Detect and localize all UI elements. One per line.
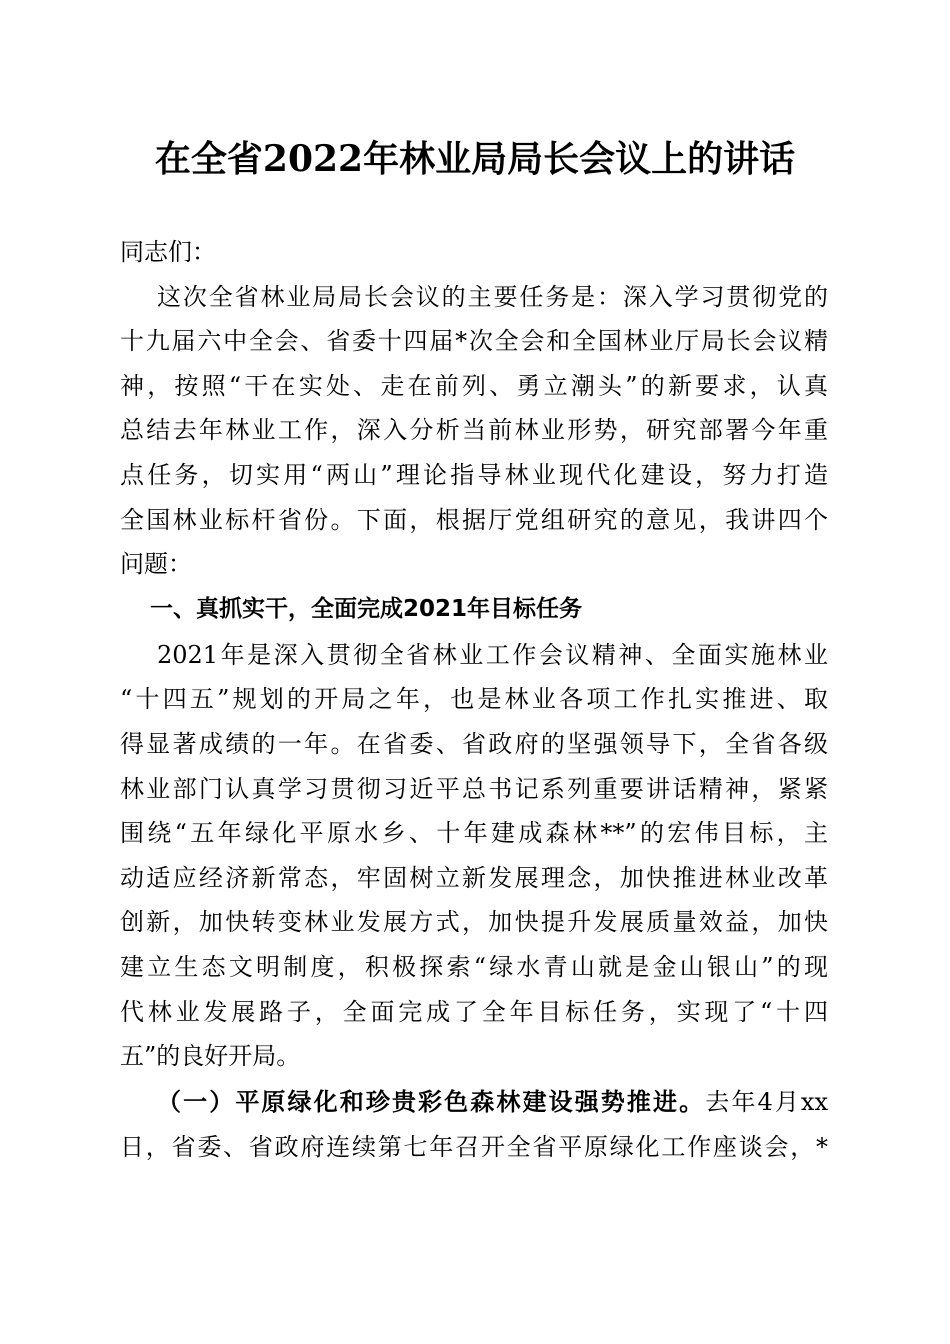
subsection-1-line-1 <box>120 1080 828 1125</box>
intro-line-1: 这次全省林业局局长会议的主要任务是：深入学习贯彻党的 <box>157 282 828 311</box>
document-title: 在全省2022年林业局局长会议上的讲话 <box>154 138 796 180</box>
intro-line-7: 问题： <box>120 550 192 579</box>
section-1-line-4: 林业部门认真学习贯彻习近平总书记系列重要讲话精神，紧紧 <box>120 774 828 803</box>
document-body <box>120 230 828 1169</box>
paragraph-subsection-1 <box>120 1080 828 1169</box>
section-1-line-1: 2021年是深入贯彻全省林业工作会议精神、全面实施林业 <box>157 640 828 669</box>
section-1-line-10: 五”的良好开局。 <box>120 1042 301 1071</box>
section-1-line-7: 创新，加快转变林业发展方式，加快提升发展质量效益，加快 <box>120 908 828 937</box>
intro-line-5: 点任务，切实用“两山”理论指导林业现代化建设，努力打造 <box>120 460 828 489</box>
section-1-line-6: 动适应经济新常态，牢固树立新发展理念，加快推进林业改革 <box>120 863 828 892</box>
subsection-1-heading: （一）平原绿化和珍贵彩色森林建设强势推进。 <box>157 1087 706 1117</box>
salutation: 同志们： <box>120 238 216 266</box>
subsection-1-line-2: 日，省委、省政府连续第七年召开全省平原绿化工作座谈会，* <box>120 1132 828 1161</box>
subsection-1-line-1-rest: 去年4月xx <box>705 1088 828 1117</box>
section-1-line-3: 得显著成绩的一年。在省委、省政府的坚强领导下，全省各级 <box>120 730 828 759</box>
intro-line-2: 十九届六中全会、省委十四届*次全会和全国林业厅局长会议精 <box>120 327 828 356</box>
section-1-line-9: 代林业发展路子，全面完成了全年目标任务，实现了“十四 <box>120 997 828 1026</box>
section-1-line-8: 建立生态文明制度，积极探索“绿水青山就是金山银山”的现 <box>120 953 828 981</box>
intro-line-6: 全国林业标杆省份。下面，根据厅党组研究的意见，我讲四个 <box>120 505 828 534</box>
section-1-line-5: 围绕“五年绿化平原水乡、十年建成森林**”的宏伟目标，主 <box>120 819 828 848</box>
section-1-line-2: “十四五”规划的开局之年，也是林业各项工作扎实推进、取 <box>120 685 828 714</box>
section-1-heading: 一、真抓实干，全面完成2021年目标任务 <box>150 595 583 622</box>
intro-line-3: 神，按照“干在实处、走在前列、勇立潮头”的新要求，认真 <box>120 371 828 400</box>
intro-line-4: 总结去年林业工作，深入分析当前林业形势，研究部署今年重 <box>120 416 828 445</box>
paragraph-section-1 <box>120 633 828 1079</box>
paragraph-intro <box>120 275 828 587</box>
